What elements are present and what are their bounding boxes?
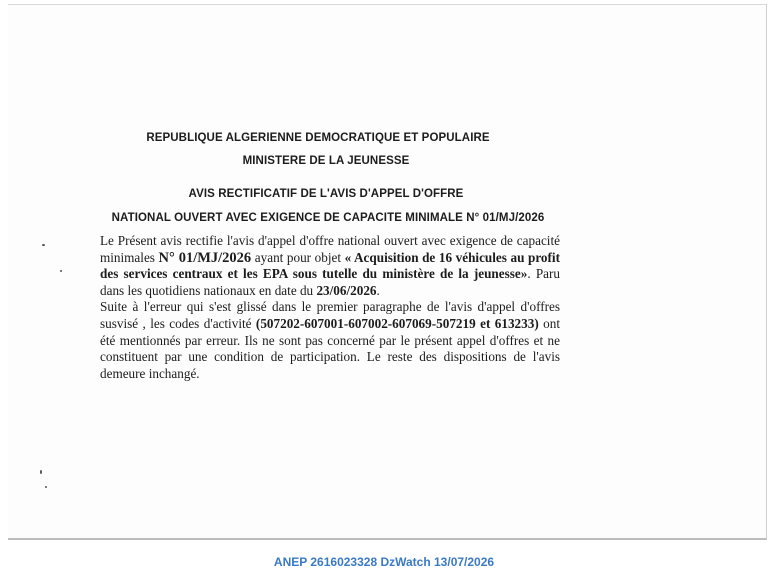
activity-codes: (507202-607001-607002-607069-507219 et 613233) [255,315,539,331]
ministry-heading: MINISTERE DE LA JEUNESSE [242,155,410,167]
p1-text: . Paru dans les quotidiens nationaux en date du [100,266,560,298]
p2-text: Suite à l'erreur qui s'est glissé dans le premier paragraphe de l'avis d'appel d'offres susvisé , les codes d'activité [100,299,560,331]
notice-title-line1: AVIS RECTIFICATIF DE L'AVIS D'APPEL D'OFFRE [188,188,464,200]
notice-title-line2: NATIONAL OUVERT AVEC EXIGENCE DE CAPACITE MINIMALE N° 01/MJ/2026 [111,212,545,224]
scan-speck [60,270,62,272]
p1-text: . [376,282,380,298]
publication-date: 23/06/2026 [316,282,377,298]
tender-object: « Acquisition de 16 véhicules au profit des services centraux et les EPA sous tutelle du ministère de la jeunesse» [100,249,560,282]
scan-speck [42,244,45,246]
paragraph-2 [100,299,560,382]
p1-text: Le Présent avis rectifie l'avis d'appel d'offre national ouvert avec exigence de capacité minimales [100,233,560,265]
p1-text: ayant pour objet [251,249,345,265]
notice-body [100,233,560,382]
paragraph-1 [100,233,560,299]
republic-heading: REPUBLIQUE ALGERIENNE DEMOCRATIQUE ET POPULAIRE [146,132,490,144]
tender-reference: N° 01/MJ/2026 [158,249,252,266]
scan-speck [40,470,42,474]
scan-speck [45,486,47,488]
p2-text: ont été mentionnés par erreur. Ils ne sont pas concerné par le présent appel d'offres et ne constituent par une condition de participation. Le reste des dispositions de l'avis demeure inchangé. [100,315,560,381]
anep-reference: ANEP 2616023328 DzWatch 13/07/2026 [273,555,495,569]
